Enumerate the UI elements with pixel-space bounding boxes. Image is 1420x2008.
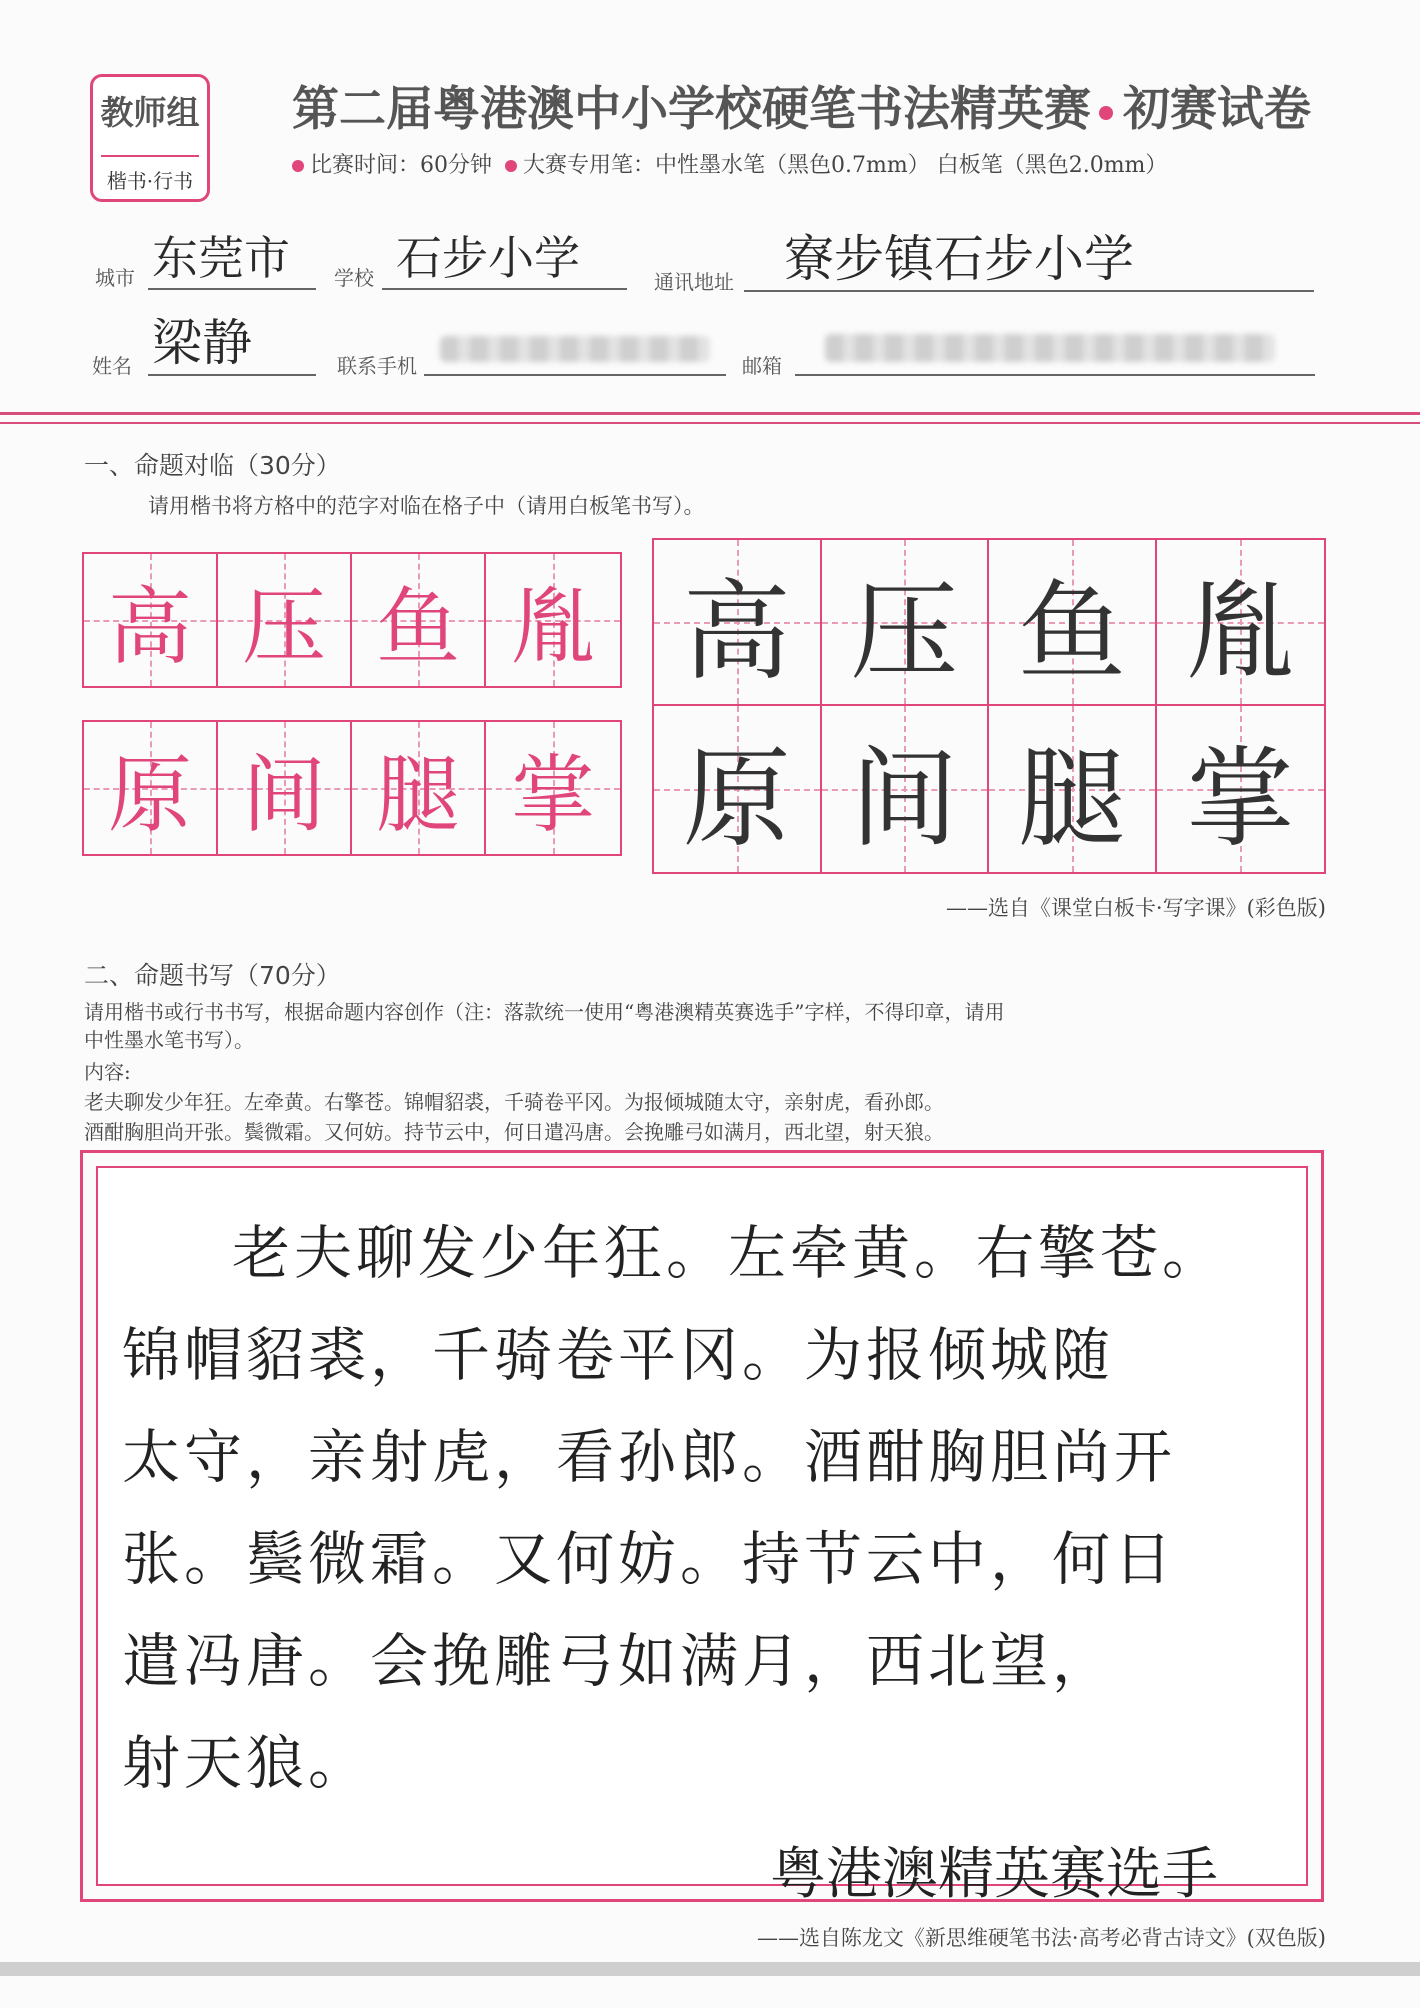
grid-cell: [989, 540, 1157, 706]
phone-field[interactable]: [424, 330, 726, 376]
page-title: [292, 78, 1332, 142]
address-value: 寮步镇石步小学: [784, 230, 1134, 288]
grid-cell: [84, 722, 218, 854]
title-dot-icon: [1099, 106, 1113, 120]
written-line: 张。鬓微霜。又何妨。持节云中，何日: [122, 1525, 1177, 1593]
address-field[interactable]: [744, 228, 1314, 292]
badge-divider: [101, 155, 199, 157]
email-redacted: [825, 334, 1275, 362]
competition-title: 第二届粤港澳中小学校硬笔书法精英赛: [292, 82, 1091, 137]
email-field[interactable]: [795, 330, 1315, 376]
grid-cell: [486, 554, 620, 686]
written-char: 原: [682, 736, 791, 862]
content-line: 酒酣胸胆尚开张。鬓微霜。又何妨。持节云中，何日遣冯唐。会挽雕弓如满月，西北望，射天狼。: [84, 1120, 944, 1144]
written-char: 压: [850, 569, 959, 695]
city-field[interactable]: [148, 228, 316, 290]
school-value: 石步小学: [396, 231, 580, 285]
stage-title: 初赛试卷: [1123, 82, 1311, 137]
bullet-dot-icon: [292, 160, 304, 172]
school-label: 学校: [334, 266, 374, 290]
grid-cell: [218, 554, 352, 686]
written-char: 胤: [1186, 569, 1295, 695]
section2-instruction: 请用楷书或行书书写，根据命题内容创作（注：落款统一使用“粤港澳精英赛选手”字样，不得印章，请用: [84, 1000, 1005, 1024]
content-label: 内容:: [84, 1060, 131, 1084]
grid-char: 压: [241, 577, 326, 676]
divider-line: [0, 412, 1420, 415]
grid-cell: [1157, 706, 1325, 872]
grid-cell: [654, 706, 822, 872]
grid-char: 鱼: [375, 577, 460, 676]
grid-cell: [84, 554, 218, 686]
content-line: 老夫聊发少年狂。左牵黄。右擎苍。锦帽貂裘，千骑卷平冈。为报倾城随太守，亲射虎，看孙郎。: [84, 1090, 944, 1114]
grid-cell: [822, 540, 990, 706]
written-line: 老夫聊发少年狂。左牵黄。右擎苍。: [232, 1219, 1225, 1287]
grid-char: 间: [241, 745, 326, 844]
exam-pens: 大赛专用笔：中性墨水笔（黑色0.7mm） 白板笔（黑色2.0mm）: [523, 153, 1168, 178]
grid-char: 掌: [510, 745, 595, 844]
badge-styles-label: 楷书·行书: [106, 169, 194, 193]
name-label: 姓名: [92, 354, 132, 378]
grid-cell: [654, 540, 822, 706]
grid-cell: [218, 722, 352, 854]
written-char: 掌: [1186, 736, 1295, 862]
section1-heading: 一、命题对临（30分）: [84, 451, 341, 480]
grid-cell: [822, 706, 990, 872]
grid-char: 原: [107, 745, 192, 844]
grid-cell: [486, 722, 620, 854]
copy-grid[interactable]: [652, 538, 1326, 874]
badge-group-label: 教师组: [100, 93, 200, 132]
signature: 粤港澳精英赛选手: [770, 1842, 1218, 1907]
exam-spec: [292, 148, 1352, 184]
practice-grid-row2: [82, 720, 622, 856]
written-line: 遣冯唐。会挽雕弓如满月，西北望，: [122, 1627, 1115, 1695]
address-label: 通讯地址: [654, 270, 734, 294]
section2-instruction: 中性墨水笔书写）。: [84, 1028, 254, 1052]
practice-grid-row1: [82, 552, 622, 688]
email-label: 邮箱: [742, 354, 782, 378]
school-field[interactable]: [382, 228, 627, 290]
written-line: 射天狼。: [122, 1729, 371, 1797]
phone-redacted: [440, 336, 710, 362]
written-char: 鱼: [1017, 569, 1126, 695]
grid-char: 胤: [510, 577, 595, 676]
section1-instruction: 请用楷书将方格中的范字对临在格子中（请用白板笔书写）。: [148, 494, 705, 518]
exam-time: 比赛时间：60分钟: [310, 153, 492, 178]
grid-char: 高: [107, 577, 192, 676]
written-line: 太守，亲射虎，看孙郎。酒酣胸胆尚开: [122, 1423, 1177, 1491]
section2-source: ——选自陈龙文《新思维硬笔书法·高考必背古诗文》(双色版): [756, 1926, 1326, 1950]
name-field[interactable]: [148, 312, 316, 376]
written-char: 间: [850, 736, 959, 862]
phone-label: 联系手机: [337, 354, 417, 378]
grid-char: 腿: [375, 745, 460, 844]
section1-source: ——选自《课堂白板卡·写字课》(彩色版): [945, 896, 1326, 920]
written-line: 锦帽貂裘，千骑卷平冈。为报倾城随: [122, 1321, 1115, 1389]
scan-edge: [0, 1962, 1420, 1976]
divider-line: [0, 422, 1420, 424]
bullet-dot-icon: [505, 160, 517, 172]
grid-cell: [989, 706, 1157, 872]
city-value: 东莞市: [152, 231, 290, 285]
grid-cell: [1157, 540, 1325, 706]
city-label: 城市: [95, 266, 135, 290]
grid-cell: [352, 722, 486, 854]
written-char: 腿: [1017, 736, 1126, 862]
grid-cell: [352, 554, 486, 686]
written-char: 高: [682, 569, 791, 695]
name-value: 梁静: [152, 314, 252, 372]
group-badge: [90, 74, 210, 202]
section2-heading: 二、命题书写（70分）: [84, 961, 341, 990]
